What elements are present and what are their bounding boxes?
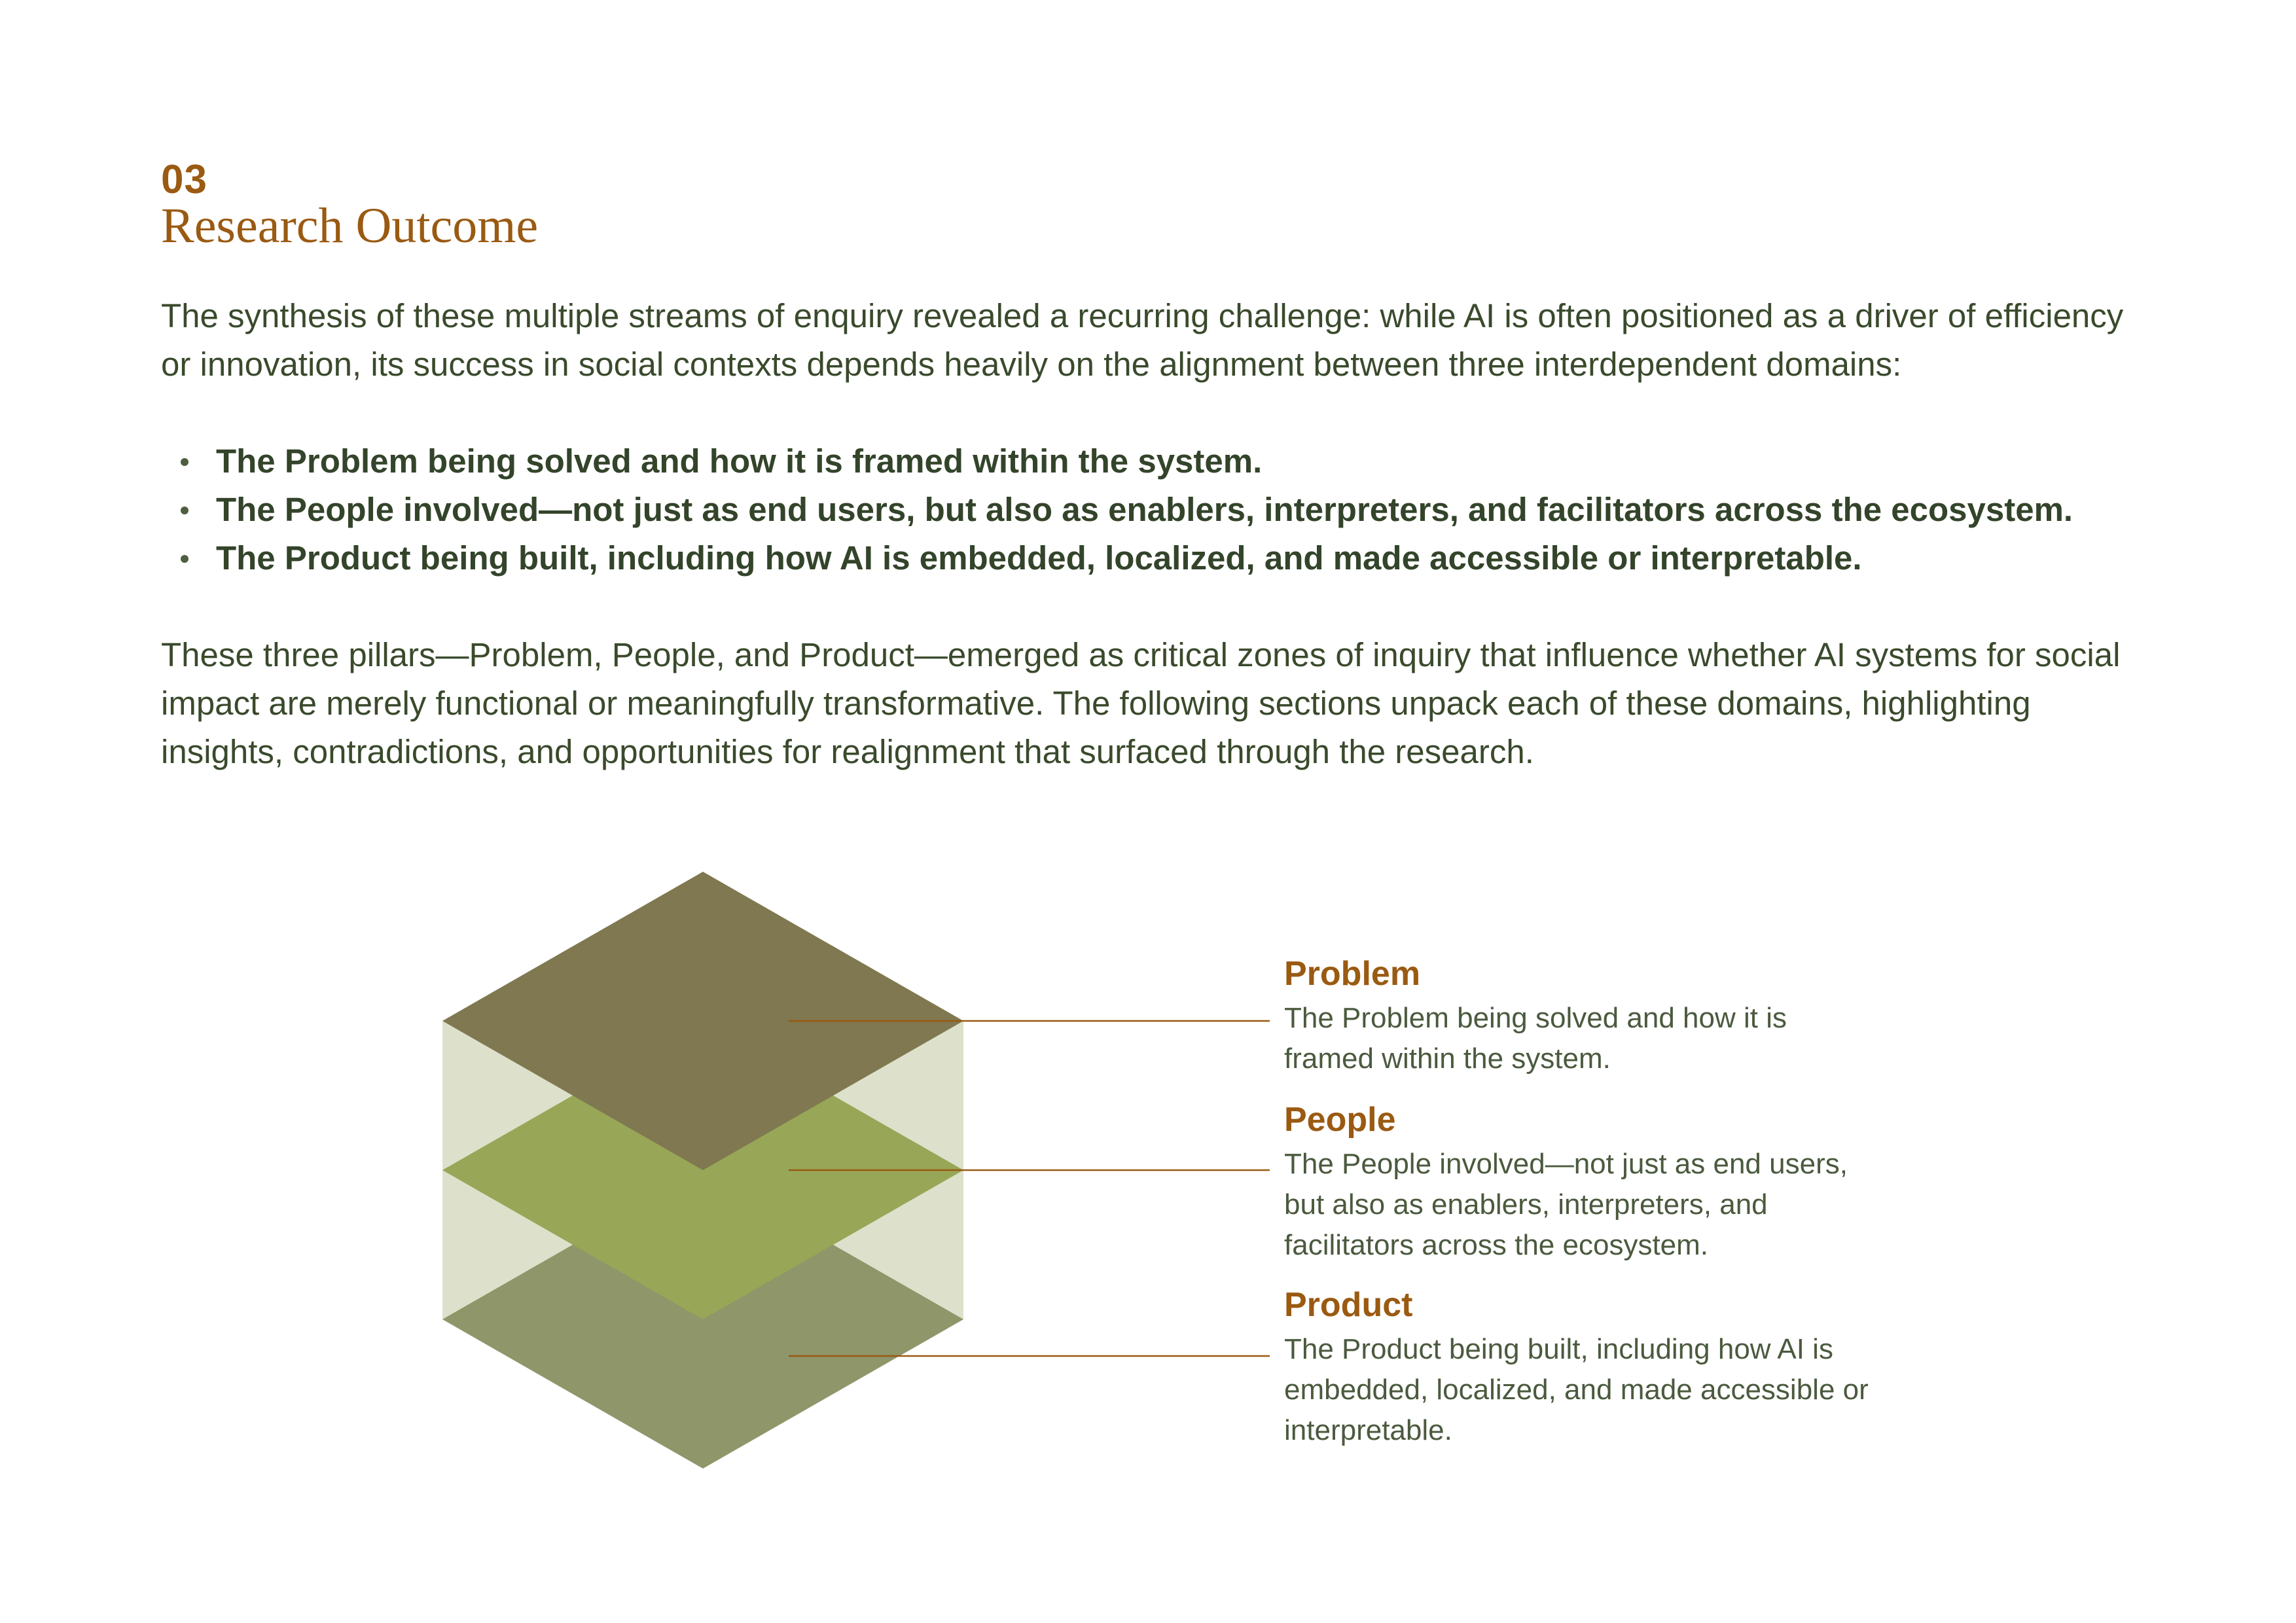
- closing-paragraph: These three pillars—Problem, People, and Product—emerged as critical zones of inquiry that influence whether AI systems for social impact are merely functional or meaningfully transformative. The following sections unpack each of these domains, highlighting insights, contradictions, and opportunities for realignment that surfaced through the research.: [161, 636, 2121, 770]
- bullet-text: The People involved—not just as end users, but also as enablers, interpreters, and facilitators across the ecosystem.: [216, 491, 2073, 528]
- legend-title-problem: Problem: [1284, 955, 1421, 993]
- intro-paragraph: The synthesis of these multiple streams of enquiry revealed a recurring challenge: while AI is often positioned as a driver of efficiency or innovation, its success in social contexts depends heavily on the alignment between three interdependent domains:: [161, 297, 2124, 383]
- legend-title-people: People: [1284, 1101, 1396, 1139]
- section-title: Research Outcome: [161, 198, 539, 253]
- legend-desc-people: The People involved—not just as end users, but also as enablers, interpreters, and facilitators across the ecosystem.: [1284, 1148, 1848, 1261]
- legend-desc-product: The Product being built, including how AI is embedded, localized, and made accessible or interpretable.: [1284, 1333, 1869, 1446]
- legend-title-product: Product: [1284, 1286, 1413, 1324]
- legend-desc-problem: The Problem being solved and how it is framed within the system.: [1284, 1002, 1787, 1075]
- bullet-text: The Problem being solved and how it is framed within the system.: [216, 442, 1263, 480]
- section-number: 03: [161, 157, 207, 202]
- bullet-text: The Product being built, including how AI is embedded, localized, and made accessible or interpretable.: [216, 539, 1862, 577]
